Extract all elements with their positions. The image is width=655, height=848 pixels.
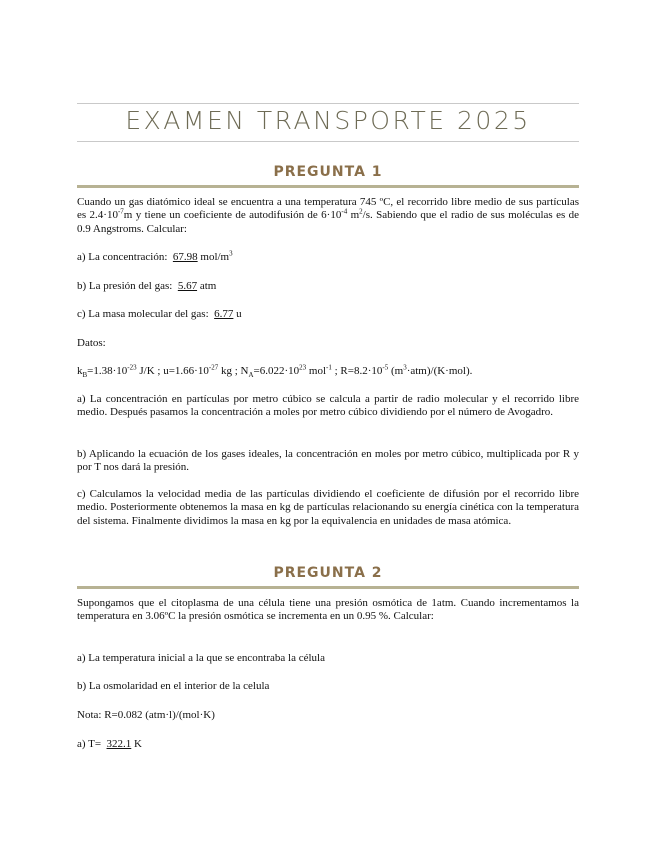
question-2-part-a: a) La temperatura inicial a la que se encontraba la célula [77, 652, 325, 664]
question-1-statement: Cuando un gas diatómico ideal se encuentra a una temperatura 745 ºC, el recorrido libre medio de sus partículas es $2.4\cdot 10^{-7}m$ y tiene un coeficiente de autodifusión de $6\cdot 10^{-4}$ $m^2/s$. Sabiendo que el radio de sus moléculas es de 0.9 Angstroms. Calcular: [77, 196, 579, 235]
answer-b-pressure: b) La presión del gas: 5.67 atm [77, 280, 217, 292]
answer-a-value: 67.98 [172, 251, 198, 263]
question-2-answer-a-value: 322.1 [106, 738, 132, 750]
title-bottom-rule [77, 141, 579, 142]
answer-b-value: 5.67 [177, 280, 198, 292]
datos-label: Datos: [77, 337, 106, 349]
question-1-header [77, 163, 579, 188]
explanation-a: a) La concentración en partículas por metro cúbico se calcula a partir de radio molecular y el recorrido libre medio. Después pasamos la concentración a moles por metro cúbico dividiendo por el número de Avogadro. [77, 393, 579, 419]
question-1-rule [77, 185, 579, 188]
answer-c-molecular-mass: c) La masa molecular del gas: 6.77 u [77, 308, 242, 320]
answer-c-value: 6.77 [214, 308, 234, 320]
question-2-title: PREGUNTA 2 [273, 565, 383, 581]
question-2-part-b: b) La osmolaridad en el interior de la celula [77, 680, 270, 692]
datos-constants: $k_B=1.38\cdot 10^{-23}$ J/K ; $u=1.66\cdot 10^{-27}$ kg ; $N_A=6.022\cdot 10^{23}$ mol$^{-1}$ ; $R=8.2\cdot 10^{-5}$ $(m^3\cdot atm)/(K\cdot mol)$. [77, 363, 473, 380]
page-title: EXAMEN TRANSPORTE 2025 [125, 106, 531, 135]
answer-a-concentration: a) La concentración: 67.98 mol/$m^3$ [77, 249, 233, 263]
explanation-c: c) Calculamos la velocidad media de las partículas dividiendo el coeficiente de difusión por el recorrido libre medio. Posteriormente obtenemos la masa en kg de partículas relacionando su energía cinética con la temperatura del sistema. Finalmente dividimos la masa en kg por la equivalencia en unidades de masa atómica. [77, 488, 579, 527]
question-1-title: PREGUNTA 1 [273, 164, 383, 180]
question-2-rule [77, 586, 579, 589]
explanation-b: b) Aplicando la ecuación de los gases ideales, la concentración en moles por metro cúbico, multiplicada por R y por T nos dará la presión. [77, 448, 579, 474]
question-2-header [77, 564, 579, 589]
question-2-nota: Nota: R=0.082 (atm·l)/(mol·K) [77, 709, 215, 721]
question-2-statement: Supongamos que el citoplasma de una célula tiene una presión osmótica de 1atm. Cuando incrementamos la temperatura en 3.06ºC la presión osmótica se incrementa en un 0.95 %. Calcular: [77, 597, 579, 623]
question-2-answer-a: a) T= 322.1 K [77, 738, 142, 750]
